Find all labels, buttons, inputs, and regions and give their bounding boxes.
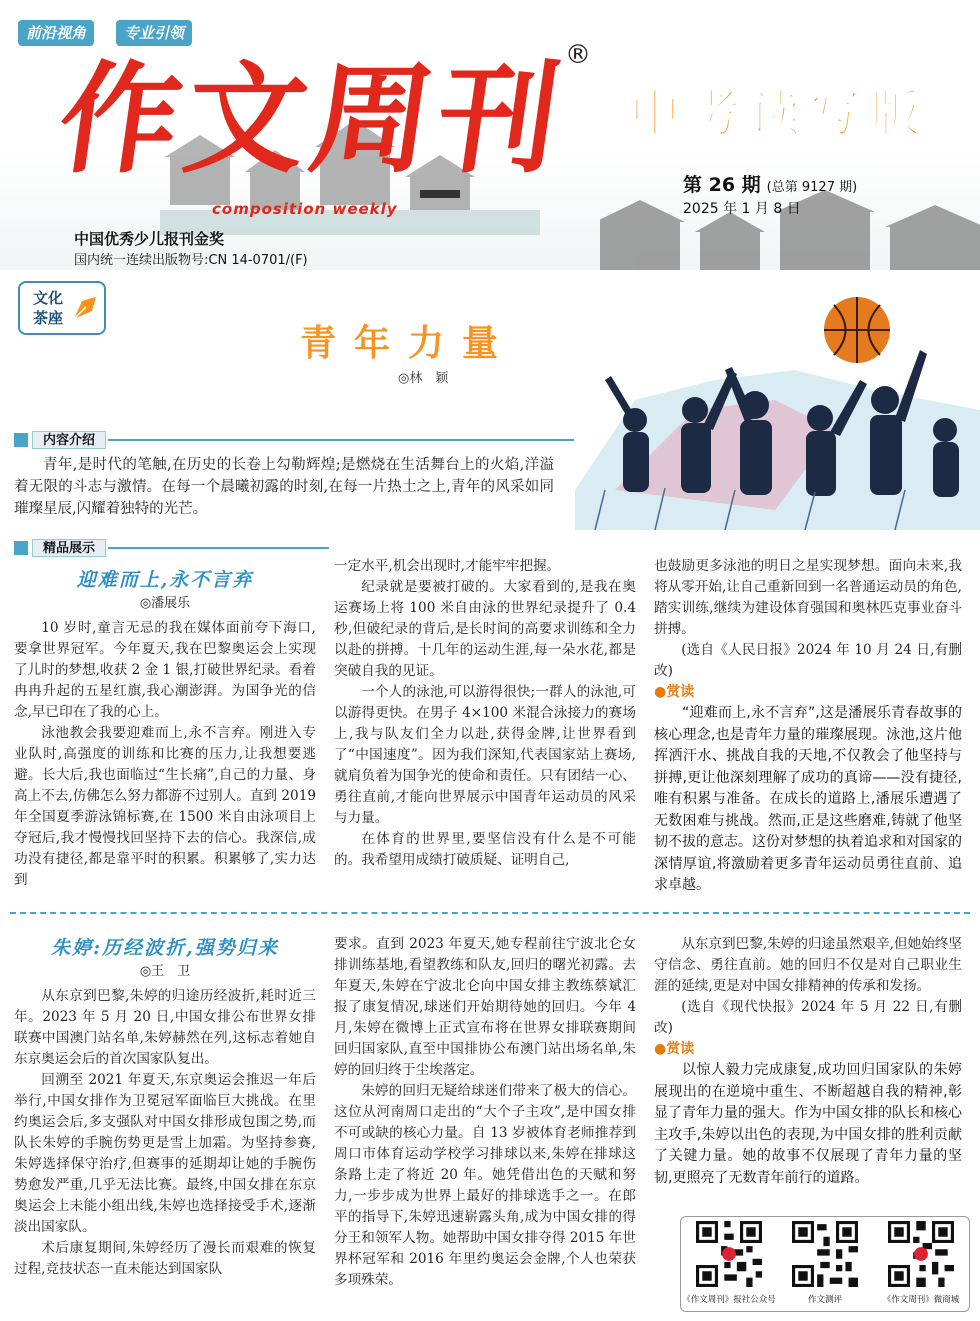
qr-code-assessment[interactable] (790, 1221, 860, 1305)
qr-code-icon (696, 1221, 762, 1287)
paragraph: 回溯至 2021 年夏天,东京奥运会推迟一年后举行,中国女排作为卫冕冠军面临巨大挑战。在里约奥运会后,多支强队对中国女排形成包围之势,而队长朱婷的手腕伤势更是雪上加霜。为坚持参赛,朱婷选择保守治疗,但赛事的延期却让她的手腕伤势愈发严重,几乎无法比赛。最终,中国女排在东京奥运会上未能小组出线,朱婷也选择接受手术,逐渐淡出国家队。 (14, 1072, 316, 1235)
story2-comment: 以惊人毅力完成康复,成功回归国家队的朱婷展现出的在逆境中重生、不断超越自我的精神,彰显了青年力量的强大。作为中国女排的队长和核心主攻手,朱婷以出色的表现,为中国女排的胜利贡献了关键力量。她的故事不仅展现了青年力量的坚韧,更照亮了无数青年前行的道路。 (654, 1062, 962, 1186)
pen-nib-icon (68, 291, 102, 325)
intro-label-text: 内容介绍 (32, 431, 106, 449)
label-line (108, 439, 574, 441)
edition-char: 读 (750, 85, 800, 143)
story2-title: 朱婷:历经波折,强势归来 (51, 937, 279, 959)
story2-column-2 (334, 934, 636, 1291)
paragraph: 也鼓励更多泳池的明日之星实现梦想。面向未来,我将从零开始,让自己重新回到一名普通运动员的角色,踏实训练,继续为建设体育强国和奥林匹克事业奋斗拼搏。 (654, 558, 962, 637)
story1-column-1 (14, 570, 316, 891)
slogan-2: 专业引领 (116, 20, 192, 46)
issue-total: (总第 9127 期) (766, 180, 858, 195)
issn-text: 国内统一连续出版物号:CN 14-0701/(F) (74, 253, 308, 268)
edition-char: 考 (690, 85, 740, 143)
paragraph: 要求。直到 2023 年夏天,她专程前往宁波北仑女排训练基地,看望教练和队友,回归的曙光初露。去年夏天,朱婷在宁波北仑向中国女排主教练蔡斌汇报了康复情况,球迷们开始期待她的回归。今年 4 月,朱婷在微博上正式宣布将在世界女排联赛期间回归国家队,直至中国排协公布澳门站出场名单,朱婷的回归终于尘埃落定。 (334, 936, 636, 1078)
english-name: composition weekly (212, 200, 398, 218)
story2-comment-label: ●赏读 (654, 1041, 695, 1057)
article-author: ◎林 颖 (398, 371, 449, 386)
cheering-youth-image (575, 340, 980, 530)
section-tag-line1: 文化 (32, 289, 63, 307)
registered-mark: ® (565, 40, 591, 70)
slogans (18, 20, 246, 46)
edition-title (630, 74, 920, 143)
paragraph: 一定水平,机会出现时,才能牢牢把握。 (334, 558, 561, 574)
section-divider (10, 912, 970, 914)
story2-author: ◎王 卫 (139, 964, 191, 979)
paragraph: 朱婷的回归无疑给球迷们带来了极大的信心。这位从河南周口走出的“大个子主攻”,是中国女排不可或缺的核心力量。自 13 岁被体育老师推荐到周口市体育运动学校学习排球以来,朱婷在排球这条路上走了将近 20 年。她凭借出色的天赋和努力,一步步成为世界上最好的排球选手之一。在郎平的指导下,朱婷迅速崭露头角,成为中国女排的得分王和领军人物。她帮助中国女排夺得 2015 年世界杯冠军和 2016 年里约奥运会金牌,个人也荣获多项殊荣。 (334, 1083, 636, 1288)
qr-code-icon (792, 1221, 858, 1287)
qr-code-official-account[interactable] (682, 1221, 776, 1305)
story1-column-2 (334, 556, 636, 871)
paragraph: 术后康复期间,朱婷经历了漫长而艰难的恢复过程,竞技状态一直未能达到国家队 (14, 1240, 316, 1277)
masthead-title: 作文周刊 (50, 51, 574, 190)
paragraph: 从东京到巴黎,朱婷的归途虽然艰辛,但她始终坚守信念、勇往直前。她的回归不仅是对自己职业生涯的延续,更是对中国女排精神的传承和发扬。 (654, 936, 962, 994)
paragraph: 一个人的泳池,可以游得很快;一群人的泳池,可以游得更快。在男子 4×100 米混合泳接力的赛场上,我与队友们全力以赴,获得金牌,让世界看到了“中国速度”。因为我们深知,代表国家站上赛场,就肩负着为国争光的使命和责任。只有团结一心、勇往直前,才能向世界展示中国青年运动员的风采与力量。 (334, 684, 636, 826)
paragraph: 从东京到巴黎,朱婷的归途历经波折,耗时近三年。2023 年 5 月 20 日,中国女排公布世界女排联赛中国澳门站名单,朱婷赫然在列,这标志着她自东京奥运会后的首次国家队复出。 (14, 988, 316, 1067)
paragraph: 10 岁时,童言无忌的我在媒体面前夸下海口,要拿世界冠军。今年夏天,我在巴黎奥运会上实现了儿时的梦想,收获 2 金 1 银,打破世界纪录。看着冉冉升起的五星红旗,我心潮澎湃。为国争光的信念,早已印在了我的心上。 (14, 620, 316, 720)
issue-number (683, 170, 857, 197)
section-tag (18, 281, 106, 335)
story1-title: 迎难而上,永不言弃 (76, 569, 254, 591)
story2-column-3 (654, 934, 962, 1189)
source-note: (选自《现代快报》2024 年 5 月 22 日,有删改) (654, 999, 962, 1036)
issue-date: 2025 年 1 月 8 日 (683, 201, 801, 217)
story1-comment-label: ●赏读 (654, 684, 695, 700)
story1-column-3 (654, 556, 962, 897)
issue-label: 第 26 期 (683, 174, 761, 196)
paragraph: 纪录就是要被打破的。大家看到的,是我在奥运赛场上将 100 米自由泳的世界纪录提升了 0.4 秒,但破纪录的背后,是长时间的高要求训练和全力以赴的拼搏。十几年的运动生涯,每一朵水花,都是突破自我的见证。 (334, 579, 636, 679)
square-icon (14, 541, 28, 555)
paragraph: 泳池教会我要迎难而上,永不言弃。刚进入专业队时,高强度的训练和比赛的压力,让我想要逃避。长大后,我也面临过“生长痛”,自己的力量、身高上不去,仿佛怎么努力都游不过别人。直到 2019 年全国夏季游泳锦标赛,在 1500 米自由泳项目上夺冠后,我才慢慢找回坚持下去的信心。我深信,成功没有捷径,都是靠平时的积累。积累够了,实力达到 (14, 725, 316, 888)
section-tag-line2: 茶座 (32, 309, 63, 327)
qr-code-box (680, 1216, 970, 1312)
intro-text: 青年,是时代的笔触,在历史的长卷上勾勒辉煌;是燃烧在生活舞台上的火焰,洋溢着无限的斗志与激情。在每一个晨曦初露的时刻,在每一片热土之上,青年的风采如同璀璨星辰,闪耀着独特的光芒。 (14, 457, 554, 517)
intro-label (14, 431, 574, 449)
showcase-label (14, 539, 329, 557)
qr-caption: 《作文周刊》微商城 (882, 1295, 960, 1305)
section-tag-text (28, 288, 68, 328)
paragraph: 在体育的世界里,要坚信没有什么是不可能的。我希望用成绩打破质疑、证明自己, (334, 831, 636, 868)
qr-caption: 作文测评 (807, 1295, 842, 1305)
label-line (108, 547, 329, 549)
article-title: 青年力量 (300, 323, 517, 364)
showcase-label-text: 精品展示 (32, 539, 106, 557)
story2-column-1 (14, 938, 316, 1280)
qr-caption: 《作文周刊》报社公众号 (682, 1295, 776, 1305)
source-note: (选自《人民日报》2024 年 10 月 24 日,有删改) (654, 642, 962, 679)
qr-code-shop[interactable] (882, 1221, 960, 1305)
edition-char: 写 (810, 85, 860, 143)
edition-char: 中 (630, 85, 680, 143)
qr-code-icon (888, 1221, 954, 1287)
story1-comment: “迎难而上,永不言弃”,这是潘展乐青春故事的核心理念,也是青年力量的璀璨展现。泳池,这片他挥洒汗水、挑战自我的天地,不仅教会了他坚持与拼搏,更让他深刻理解了成功的真谛——没有捷径,唯有积累与准备。在成长的道路上,潘展乐遭遇了无数困难与挑战。然而,正是这些磨难,铸就了他坚韧不拔的意志。这份对梦想的执着追求和对国家的深情厚谊,将激励着更多青年运动员勇往直前、追求卓越。 (654, 705, 962, 893)
story1-author: ◎潘展乐 (139, 596, 191, 611)
edition-char: 版 (870, 85, 920, 143)
square-icon (14, 433, 28, 447)
slogan-1: 前沿视角 (18, 20, 94, 46)
award-text: 中国优秀少儿报刊金奖 (74, 230, 225, 248)
